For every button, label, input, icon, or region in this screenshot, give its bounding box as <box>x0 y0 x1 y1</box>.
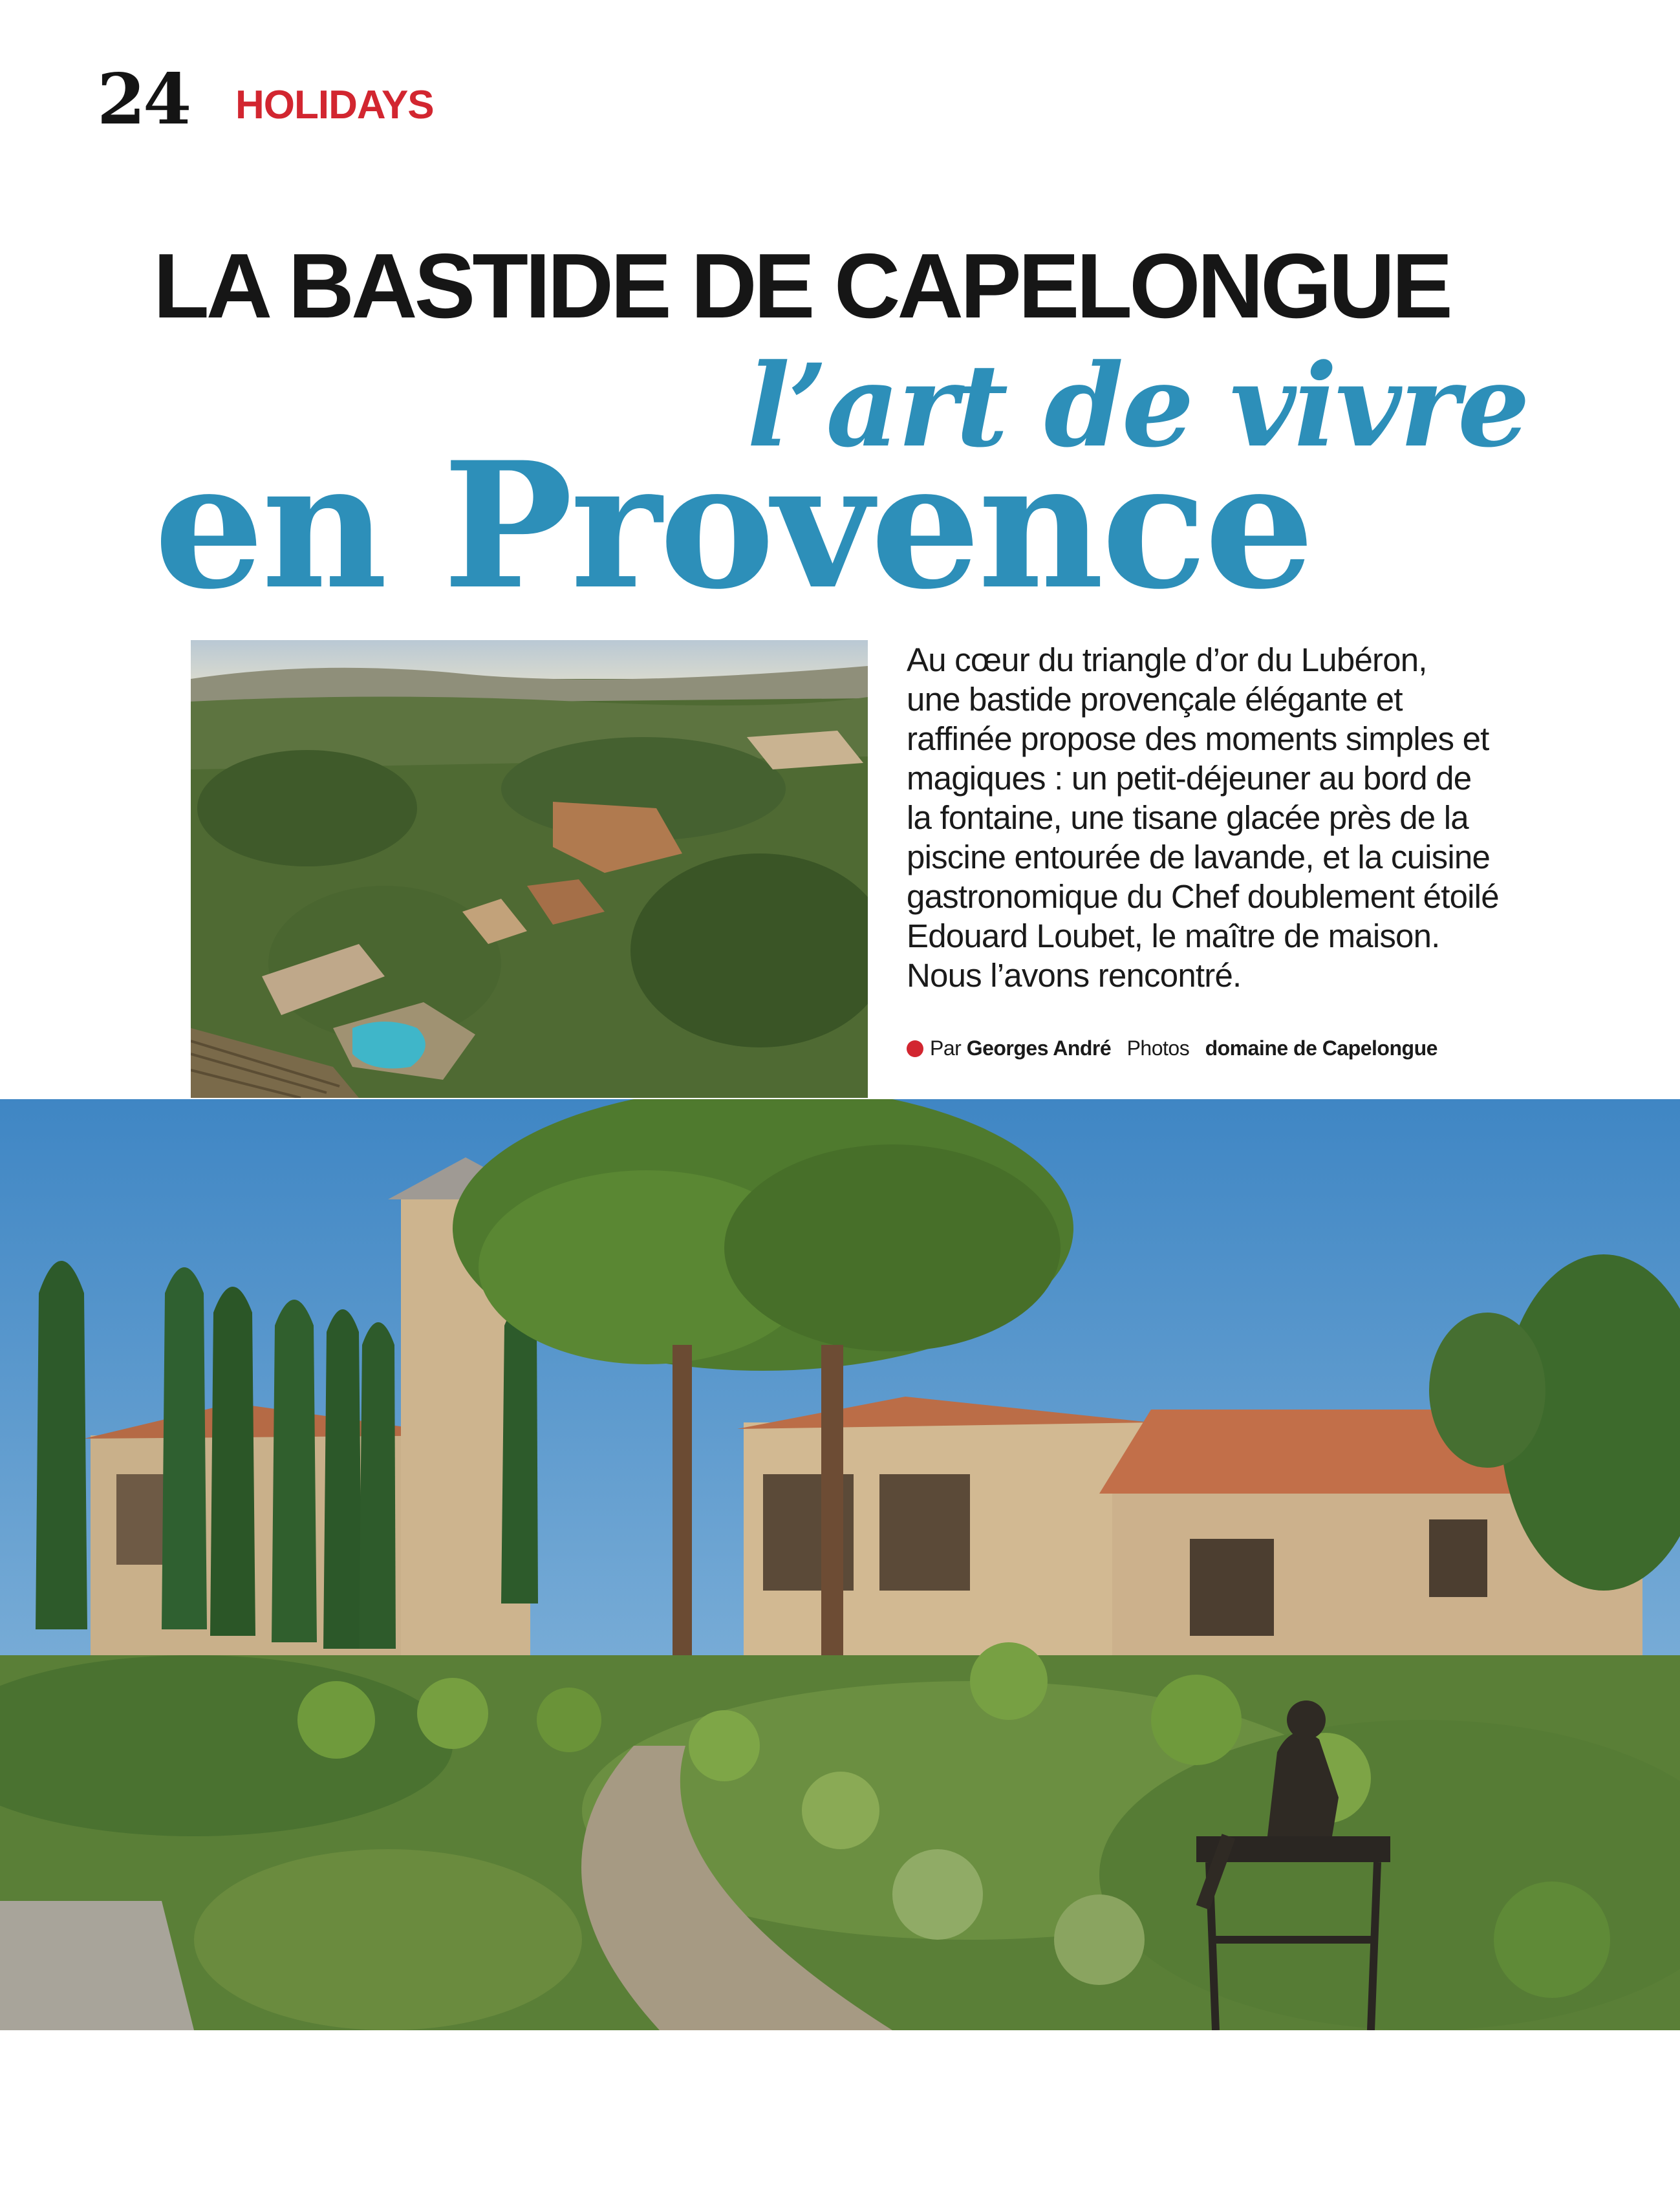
intro-line: la fontaine, une tisane glacée près de la <box>907 799 1469 836</box>
intro-line: raffinée propose des moments simples et <box>907 720 1489 757</box>
intro-line: Edouard Loubet, le maître de maison. <box>907 917 1440 954</box>
bullet-dot-icon <box>907 1040 923 1057</box>
intro-line: Nous l’avons rencontré. <box>907 957 1242 994</box>
intro-line: magiques : un petit-déjeuner au bord de <box>907 760 1472 797</box>
intro-line: une bastide provençale élégante et <box>907 681 1403 718</box>
intro-line: piscine entourée de lavande, et la cuisine <box>907 839 1491 875</box>
article-title-large: en Provence <box>154 424 1312 628</box>
photos-label: Photos <box>1126 1036 1190 1060</box>
byline <box>907 1036 1438 1060</box>
article-title: LA BASTIDE DE CAPELONGUE <box>153 235 1450 338</box>
intro-line: Au cœur du triangle d’or du Lubéron, <box>907 641 1427 678</box>
byline-label: Par <box>930 1036 962 1060</box>
intro-line: gastronomique du Chef doublement étoilé <box>907 878 1499 915</box>
page-number: 24 <box>97 59 189 140</box>
article-subtitle: l’art de vivre <box>747 339 1528 473</box>
section-label: HOLIDAYS <box>235 83 434 127</box>
article-intro <box>907 640 1579 995</box>
aerial-photo <box>191 640 868 1098</box>
garden-photo <box>0 1099 1680 2030</box>
photographer-name: domaine de Capelongue <box>1205 1036 1438 1060</box>
author-name: Georges André <box>966 1036 1112 1060</box>
